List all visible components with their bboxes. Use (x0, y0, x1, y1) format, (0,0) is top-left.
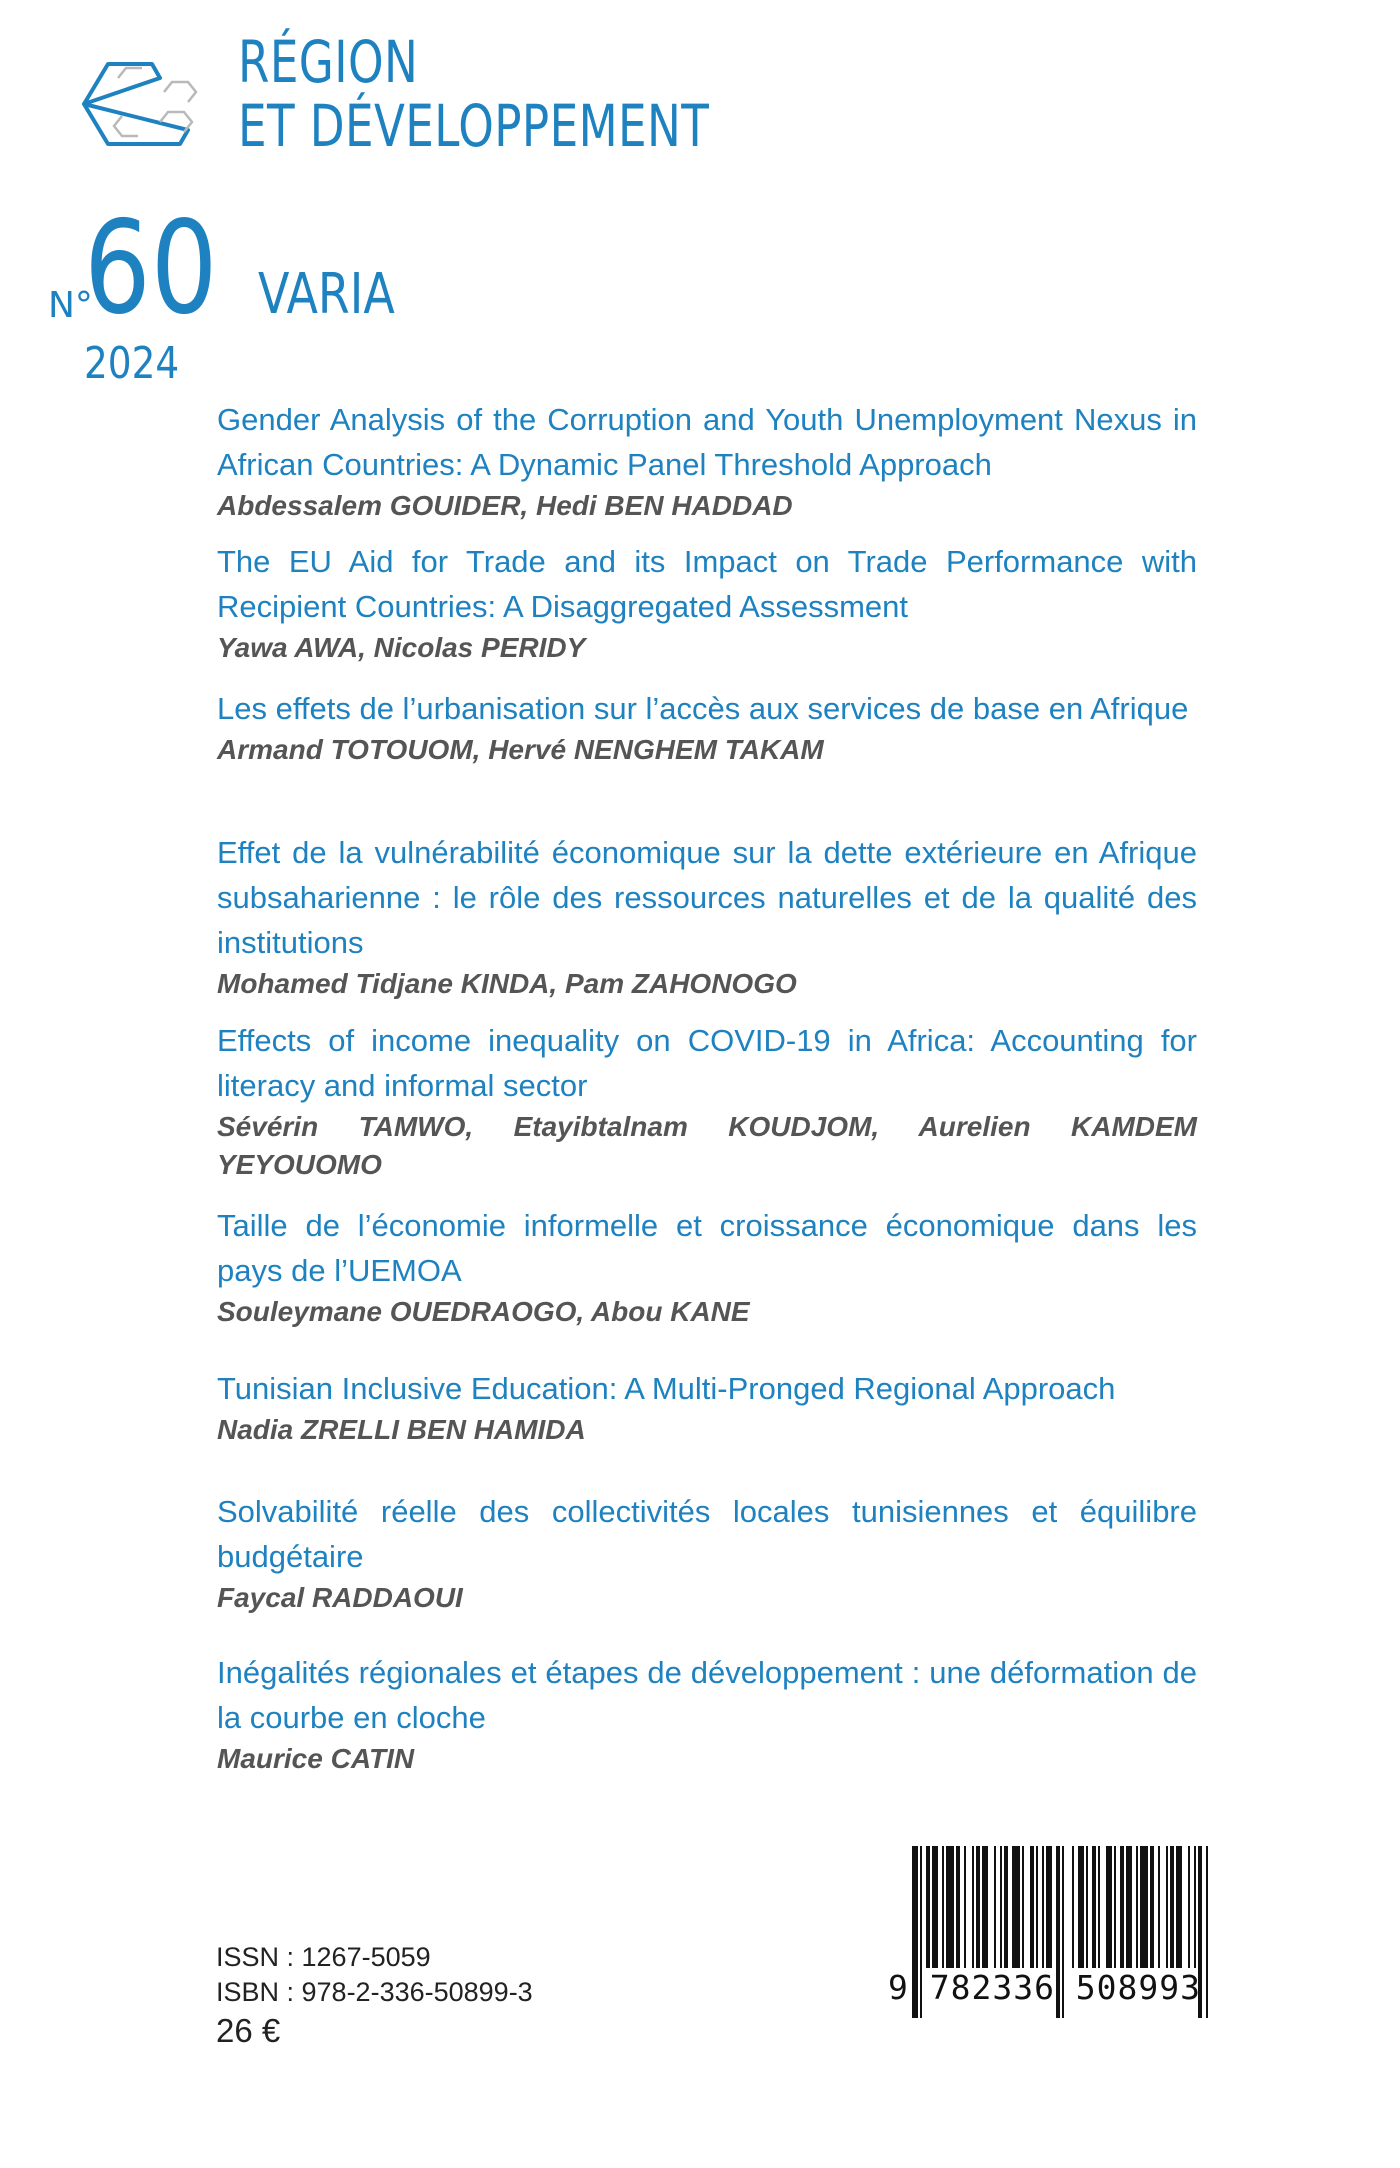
journal-title-line1: RÉGION (238, 28, 419, 96)
issue-theme: VARIA (258, 262, 395, 327)
article-title: Effet de la vulnérabilité économique sur la dette extérieure en Afrique subsaharienne : le rôle des ressources naturelles et de la qualité des institutions (217, 835, 1197, 960)
barcode-bar (926, 1846, 930, 1968)
barcode-bar (982, 1846, 988, 1968)
barcode-bar (942, 1846, 944, 1968)
barcode-bar (1136, 1846, 1138, 1968)
article-title: Tunisian Inclusive Education: A Multi-Pronged Regional Approach (217, 1371, 1116, 1406)
barcode-bar (946, 1846, 954, 1968)
barcode-bar (1150, 1846, 1154, 1968)
toc-entry (217, 830, 1197, 1003)
barcode-bar (1046, 1846, 1052, 1968)
toc-entry (217, 1489, 1197, 1617)
barcode-bar (1114, 1846, 1116, 1968)
isbn: ISBN : 978-2-336-50899-3 (216, 1977, 533, 2007)
barcode-bar (1120, 1846, 1124, 1968)
journal-logo-icon (76, 34, 212, 158)
toc-entry (217, 1366, 1197, 1449)
barcode-bar (1072, 1846, 1074, 1968)
barcode-bar (994, 1846, 996, 1968)
article-authors: Nadia ZRELLI BEN HAMIDA (217, 1414, 586, 1445)
article-authors: Sévérin TAMWO, Etayibtalnam KOUDJOM, Aurelien KAMDEM YEYOUOMO (217, 1111, 1197, 1180)
issue-number: 60 (84, 194, 218, 343)
barcode-bar (976, 1846, 980, 1968)
article-title: The EU Aid for Trade and its Impact on Trade Performance with Recipient Countries: A Disaggregated Assessment (217, 544, 1197, 624)
toc-entry (217, 397, 1197, 525)
barcode-bar (1194, 1846, 1196, 1968)
toc-entry (217, 686, 1197, 769)
barcode-bar (1170, 1846, 1174, 1968)
article-title: Les effets de l’urbanisation sur l’accès aux services de base en Afrique (217, 691, 1189, 726)
article-title: Effects of income inequality on COVID-19 in Africa: Accounting for literacy and informal sector (217, 1023, 1197, 1103)
barcode-bar (1126, 1846, 1132, 1968)
barcode-bar (1140, 1846, 1148, 1968)
barcode-bar (1086, 1846, 1088, 1968)
barcode-bar (1106, 1846, 1112, 1968)
barcode-bar (1188, 1846, 1190, 1968)
barcode-bar (964, 1846, 966, 1968)
article-authors: Maurice CATIN (217, 1743, 415, 1774)
barcode-bar (1166, 1846, 1168, 1968)
toc-entry (217, 1018, 1197, 1184)
article-authors: Abdessalem GOUIDER, Hedi BEN HADDAD (217, 490, 793, 521)
barcode-bar (1098, 1846, 1100, 1968)
price: 26 € (216, 2012, 281, 2049)
barcode-bar (932, 1846, 938, 1968)
barcode-bar (1092, 1846, 1096, 1968)
barcode-bar (956, 1846, 960, 1968)
barcode-bar (1012, 1846, 1020, 1968)
barcode-bar (1000, 1846, 1002, 1968)
barcode-bar (1004, 1846, 1008, 1968)
barcode-bar (972, 1846, 974, 1968)
barcode-bar (1042, 1846, 1044, 1968)
toc-entry (217, 539, 1197, 667)
article-title: Solvabilité réelle des collectivités locales tunisiennes et équilibre budgétaire (217, 1494, 1197, 1574)
issue-prefix: N° (48, 285, 93, 326)
barcode-bar (1078, 1846, 1084, 1968)
article-authors: Armand TOTOUOM, Hervé NENGHEM TAKAM (217, 734, 824, 765)
barcode-bar (1176, 1846, 1182, 1968)
barcode-bar (1158, 1846, 1160, 1968)
article-title: Gender Analysis of the Corruption and Youth Unemployment Nexus in African Countries: A Dynamic Panel Threshold Approach (217, 402, 1197, 482)
article-title: Taille de l’économie informelle et croissance économique dans les pays de l’UEMOA (217, 1208, 1197, 1288)
article-authors: Yawa AWA, Nicolas PERIDY (217, 632, 586, 663)
barcode-bar (1036, 1846, 1038, 1968)
toc-entry (217, 1650, 1197, 1778)
publication-info (216, 1940, 533, 2010)
article-authors: Faycal RADDAOUI (217, 1582, 463, 1613)
article-title: Inégalités régionales et étapes de développement : une déformation de la courbe en cloche (217, 1655, 1197, 1735)
barcode-digits: 9 782336 508993 (888, 1968, 1202, 2007)
toc-entry (217, 1203, 1197, 1331)
article-authors: Mohamed Tidjane KINDA, Pam ZAHONOGO (217, 968, 797, 999)
barcode-bar (1022, 1846, 1024, 1968)
barcode-bar (1030, 1846, 1034, 1968)
issn: ISSN : 1267-5059 (216, 1942, 431, 1972)
article-authors: Souleymane OUEDRAOGO, Abou KANE (217, 1296, 750, 1327)
journal-title (238, 30, 709, 158)
journal-title-line2: ET DÉVELOPPEMENT (238, 92, 710, 160)
issue-year: 2024 (84, 338, 180, 389)
